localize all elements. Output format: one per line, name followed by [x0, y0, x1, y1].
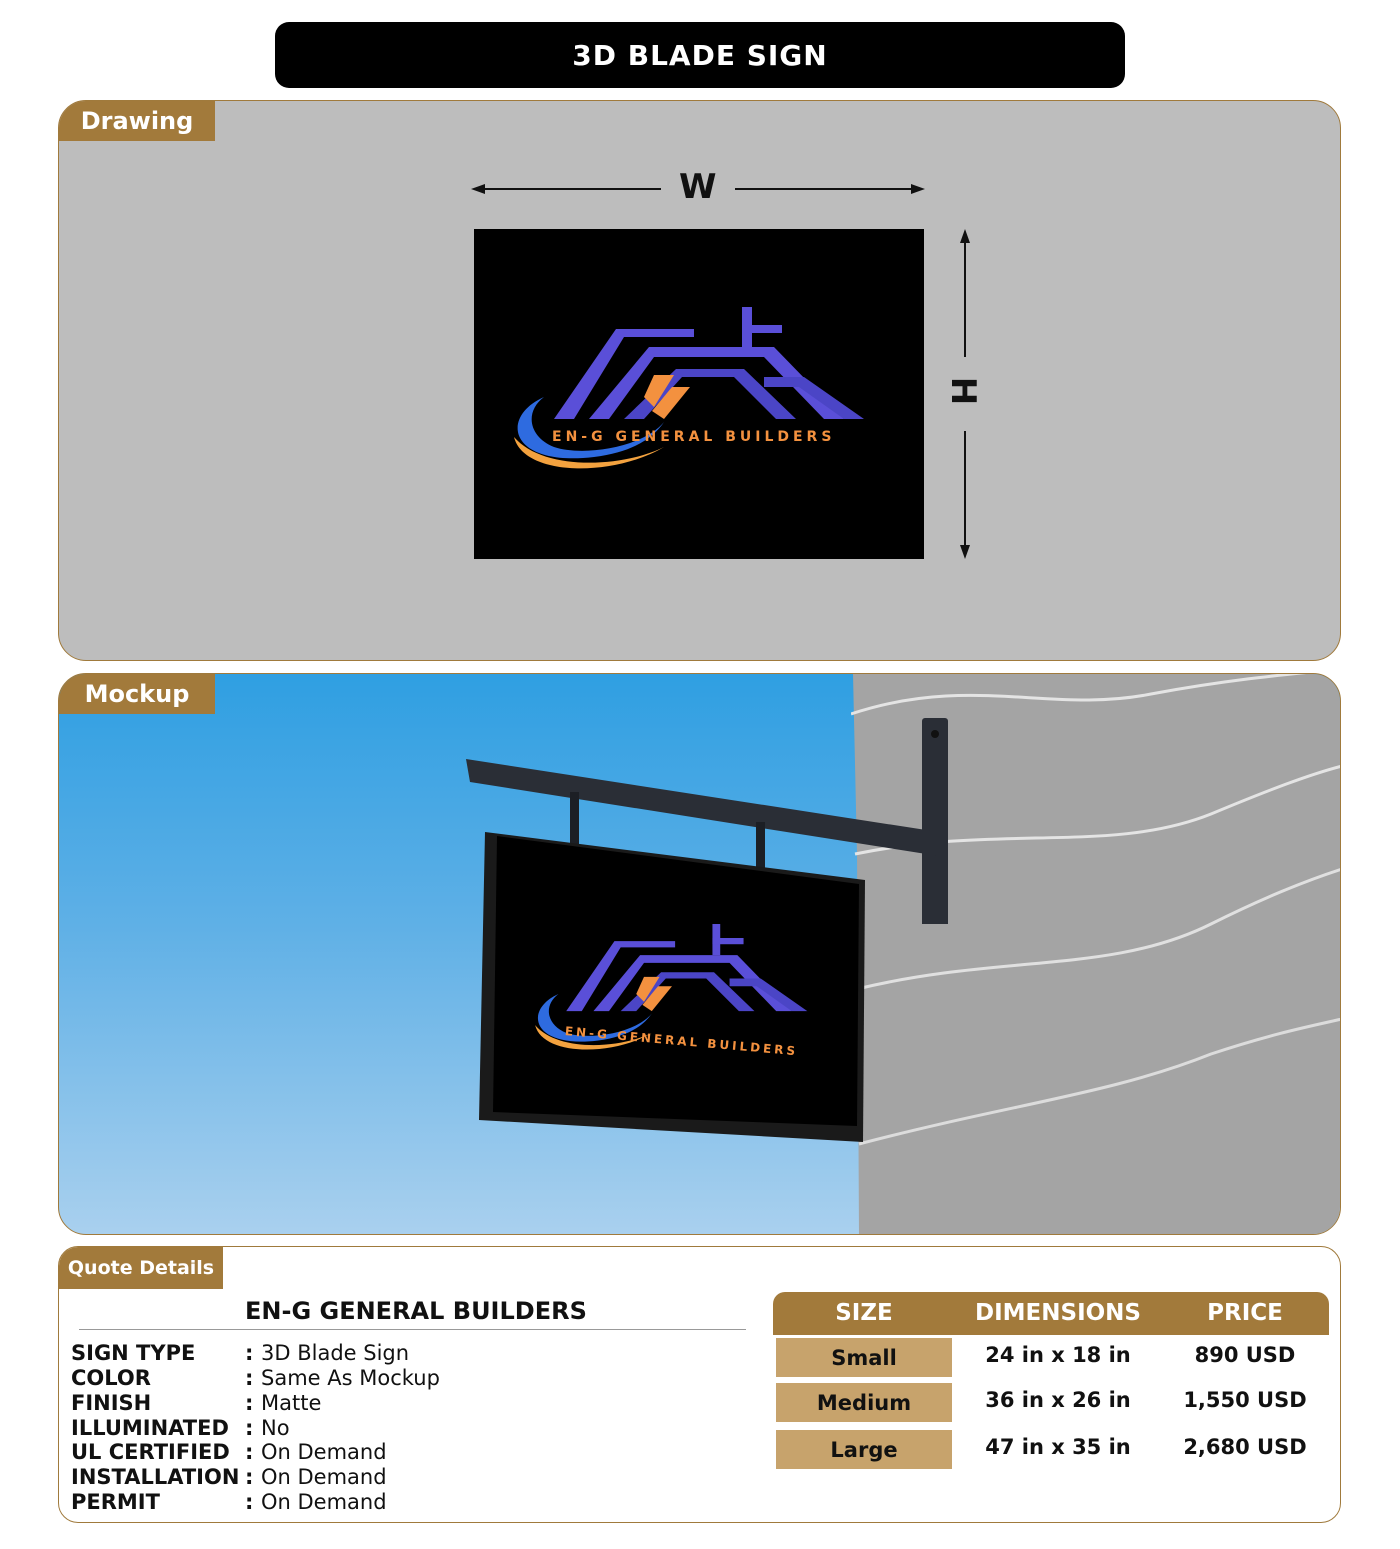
header-dimensions: DIMENSIONS [975, 1300, 1141, 1326]
size-small: Small [776, 1338, 952, 1377]
dimensions-small: 24 in x 18 in [985, 1343, 1131, 1367]
drawing-panel [58, 100, 1341, 661]
price-small: 890 USD [1194, 1343, 1296, 1367]
logo-roof-icon [504, 307, 894, 487]
page-title: 3D BLADE SIGN [572, 38, 828, 72]
quote-panel: Quote Details EN-G GENERAL BUILDERS SIGN TYPE : 3D Blade Sign COLOR : Same As Mockup FINISH : Matte ILLUMINATED : No UL CERTIFIED : On Demand INSTALLATION : On Demand PERMIT : On Demand SIZE DIMENSIONS PRICE Small 24 in x 18 in 890 USD Medium 36 in x 26 in 1,550 USD Large 47 in x 35 in 2,680 USD [58, 1246, 1341, 1523]
mockup-logo-text: EN-G GENERAL BUILDERS [564, 1024, 799, 1059]
drawing-tab: Drawing [59, 101, 215, 141]
price-large: 2,680 USD [1183, 1435, 1307, 1459]
header-size: SIZE [835, 1300, 893, 1326]
dimensions-large: 47 in x 35 in [985, 1435, 1131, 1459]
quote-tab: Quote Details [59, 1247, 223, 1289]
drawing-sign-face [474, 229, 924, 559]
mockup-panel [58, 673, 1341, 1235]
dimensions-medium: 36 in x 26 in [985, 1388, 1131, 1412]
logo-text: EN-G GENERAL BUILDERS [552, 429, 836, 445]
quote-divider [79, 1329, 746, 1330]
quote-company-name: EN-G GENERAL BUILDERS [245, 1297, 587, 1325]
price-table-header [773, 1292, 1329, 1335]
mockup-tab: Mockup [59, 674, 215, 714]
price-medium: 1,550 USD [1183, 1388, 1307, 1412]
size-medium: Medium [776, 1383, 952, 1422]
page-title-bar [275, 22, 1125, 88]
height-label: H [943, 376, 984, 406]
width-label: W [679, 167, 717, 207]
size-large: Large [776, 1430, 952, 1469]
header-price: PRICE [1207, 1300, 1283, 1326]
